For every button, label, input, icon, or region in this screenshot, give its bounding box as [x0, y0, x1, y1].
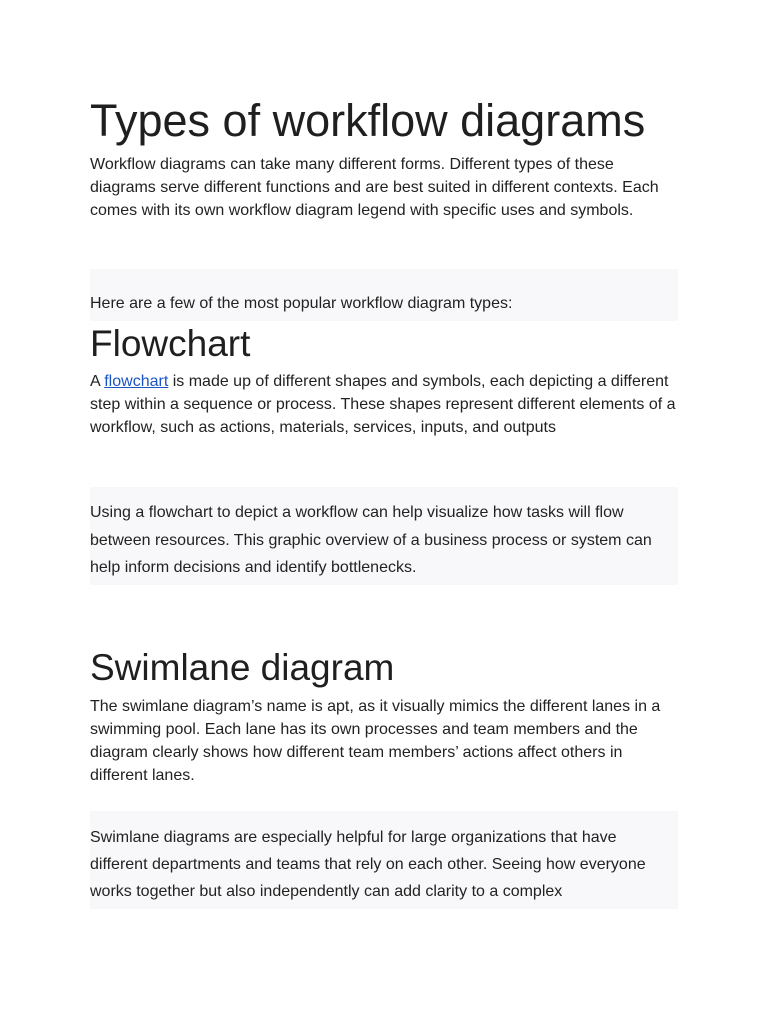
swimlane-paragraph: The swimlane diagram’s name is apt, as it visually mimics the different lanes in a swimming pool. Each lane has its own processes and team members and the diagram clearly shows how different team members’ actions affect others in different lanes.: [90, 698, 661, 784]
swimlane-callout-text: Swimlane diagrams are especially helpful for large organizations that have different departments and teams that rely on each other. Seeing how everyone works together but also independently can add clarity to a complex: [90, 829, 646, 900]
popular-types-callout: [90, 269, 678, 321]
page-title: Types of workflow diagrams: [90, 95, 646, 146]
flowchart-callout-text: Using a flowchart to depict a workflow can help visualize how tasks will flow between resources. This graphic overview of a business process or system can help inform decisions and identify bottlenecks.: [90, 504, 652, 576]
intro-paragraph: Workflow diagrams can take many different forms. Different types of these diagrams serve different functions and are best suited in different contexts. Each comes with its own workflow diagram legend with specific uses and symbols.: [90, 156, 659, 219]
flowchart-paragraph: [90, 370, 678, 439]
flowchart-paragraph-rest: is made up of different shapes and symbols, each depicting a different step within a sequence or process. These shapes represent different elements of a workflow, such as actions, materials, services, inputs, and outputs: [90, 373, 676, 436]
popular-types-text: Here are a few of the most popular workflow diagram types:: [90, 295, 513, 312]
swimlane-callout: [90, 811, 678, 909]
flowchart-callout: [90, 487, 678, 585]
flowchart-heading: Flowchart: [90, 323, 251, 364]
swimlane-heading: Swimlane diagram: [90, 647, 395, 688]
flowchart-paragraph-prefix: A: [90, 373, 105, 390]
flowchart-link[interactable]: flowchart: [104, 373, 169, 390]
